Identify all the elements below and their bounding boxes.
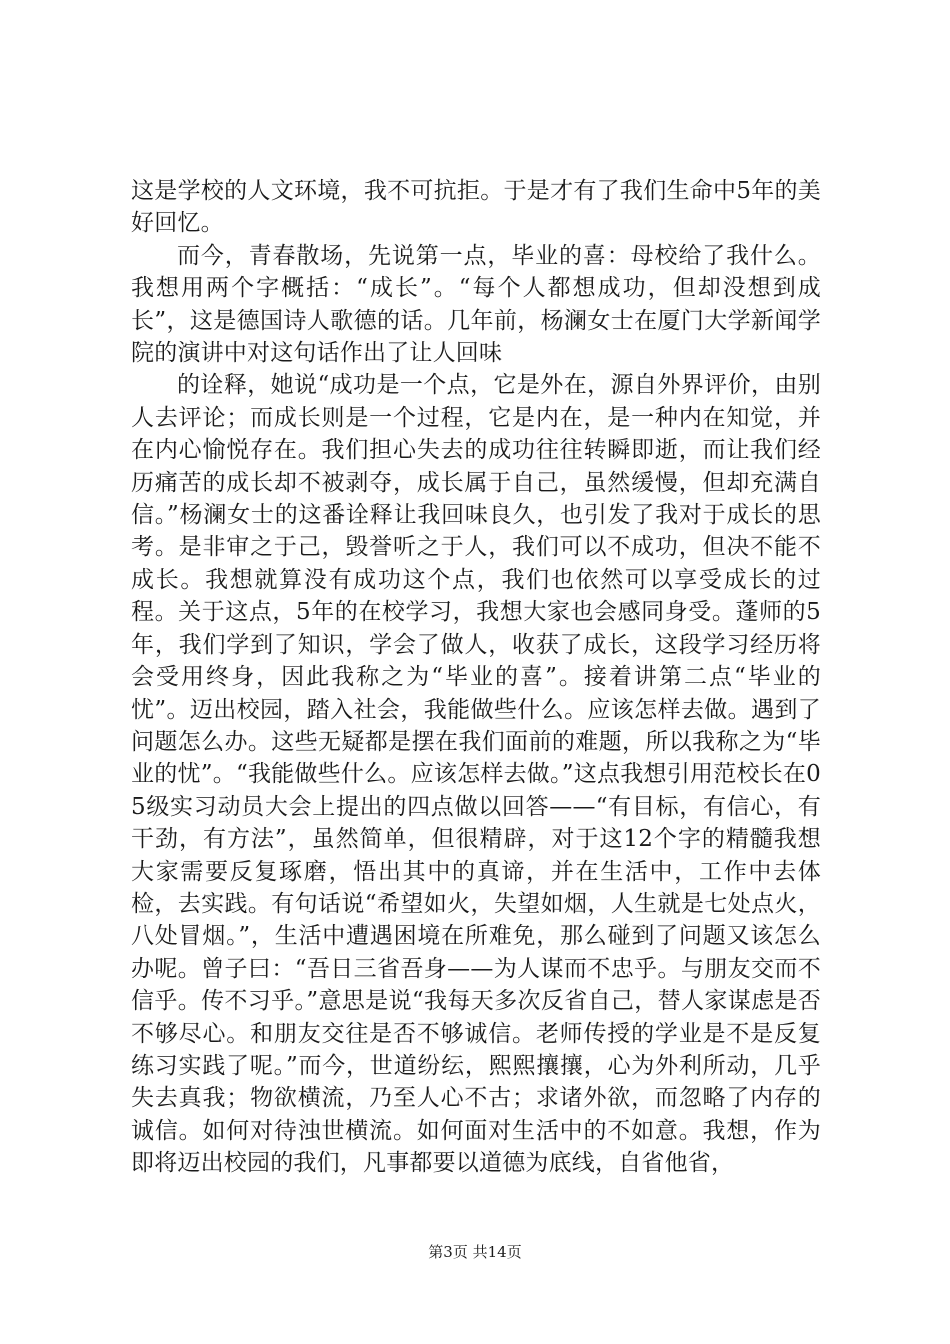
paragraph-2: 而今，青春散场，先说第一点，毕业的喜：母校给了我什么。我想用两个字概括：“成长”。“每个人都想成功，但却没想到成长”，这是德国诗人歌德的话。几年前，杨澜女士在厦门大学新闻学院的演讲中对这句话作出了让人回味 — [131, 242, 821, 367]
page-footer: 第3页 共14页 — [428, 1243, 522, 1261]
document-body — [131, 175, 821, 1180]
paragraph-1: 这是学校的人文环境，我不可抗拒。于是才有了我们生命中5年的美好回忆。 — [131, 178, 821, 237]
paragraph-3: 的诠释，她说“成功是一个点，它是外在，源自外界评价，由别人去评论；而成长则是一个过程，它是内在，是一种内在知觉，并在内心愉悦存在。我们担心失去的成功往往转瞬即逝，而让我们经历痛苦的成长却不被剥夺，成长属于自己，虽然缓慢，但却充满自信。”杨澜女士的这番诠释让我回味良久，也引发了我对于成长的思考。是非审之于己，毁誉听之于人，我们可以不成功，但决不能不成长。我想就算没有成功这个点，我们也依然可以享受成长的过程。关于这点，5年的在校学习，我想大家也会感同身受。蓬师的5年，我们学到了知识，学会了做人，收获了成长，这段学习经历将会受用终身，因此我称之为“毕业的喜”。接着讲第二点“毕业的忧”。迈出校园，踏入社会，我能做些什么。应该怎样去做。遇到了问题怎么办。这些无疑都是摆在我们面前的难题，所以我称之为“毕业的忧”。“我能做些什么。应该怎样去做。”这点我想引用范校长在05级实习动员大会上提出的四点做以回答——“有目标，有信心，有干劲，有方法”，虽然简单，但很精辟，对于这12个字的精髓我想大家需要反复琢磨，悟出其中的真谛，并在生活中，工作中去体检，去实践。有句话说“希望如火，失望如烟，人生就是七处点火，八处冒烟。”，生活中遭遇困境在所难免，那么碰到了问题又该怎么办呢。曾子曰：“吾日三省吾身——为人谋而不忠乎。与朋友交而不信乎。传不习乎。”意思是说“我每天多次反省自己，替人家谋虑是否不够尽心。和朋友交往是否不够诚信。老师传授的学业是不是反复练习实践了呢。”而今，世道纷纭，熙熙攘攘，心为外利所动，几乎失去真我；物欲横流，乃至人心不古；求诸外欲，而忽略了内存的诚信。如何对待浊世横流。如何面对生活中的不如意。我想，作为即将迈出校园的我们，凡事都要以道德为底线，自省他省， — [131, 372, 821, 1177]
